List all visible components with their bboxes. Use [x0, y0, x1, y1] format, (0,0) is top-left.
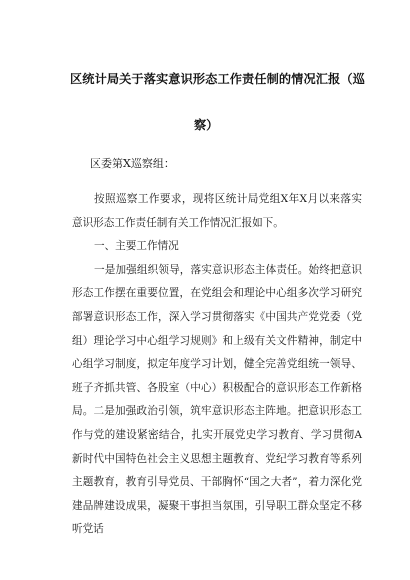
document-body	[72, 188, 362, 542]
work-situation-paragraph: 一是加强组织领导，落实意识形态主体责任。始终把意识形态工作摆在重要位置，在党组会和理论中心组多次学习研究部署意识形态工作，深入学习贯彻落实《中国共产党党委（党组）理论学习中心组学习规则》和上级有关文件精神，制定中心组学习制度，拟定年度学习计划，健全完善党组统一领导、班子齐抓共管、各股室（中心）积极配合的意识形态工作新格局。二是加强政治引领，筑牢意识形态主阵地。把意识形态工作与党的建设紧密结合，扎实开展党史学习教育、学习贯彻A新时代中国特色社会主义思想主题教育、党纪学习教育等系列主题教育，教育引导党员、干部胸怀“国之大者”，着力深化党建品牌建设成果，凝聚干事担当氛围，引导职工群众坚定不移听党话	[72, 263, 362, 536]
document-title-continuation: 察）	[194, 118, 219, 132]
intro-paragraph: 按照巡察工作要求，现将区统计局党组X年X月以来落实意识形态工作责任制有关工作情况汇报如下。	[72, 193, 362, 229]
section-heading: 一、主要工作情况	[94, 240, 179, 253]
document-title: 区统计局关于落实意识形态工作责任制的情况汇报（巡	[70, 72, 365, 86]
salutation: 区委第X巡察组：	[90, 157, 175, 170]
